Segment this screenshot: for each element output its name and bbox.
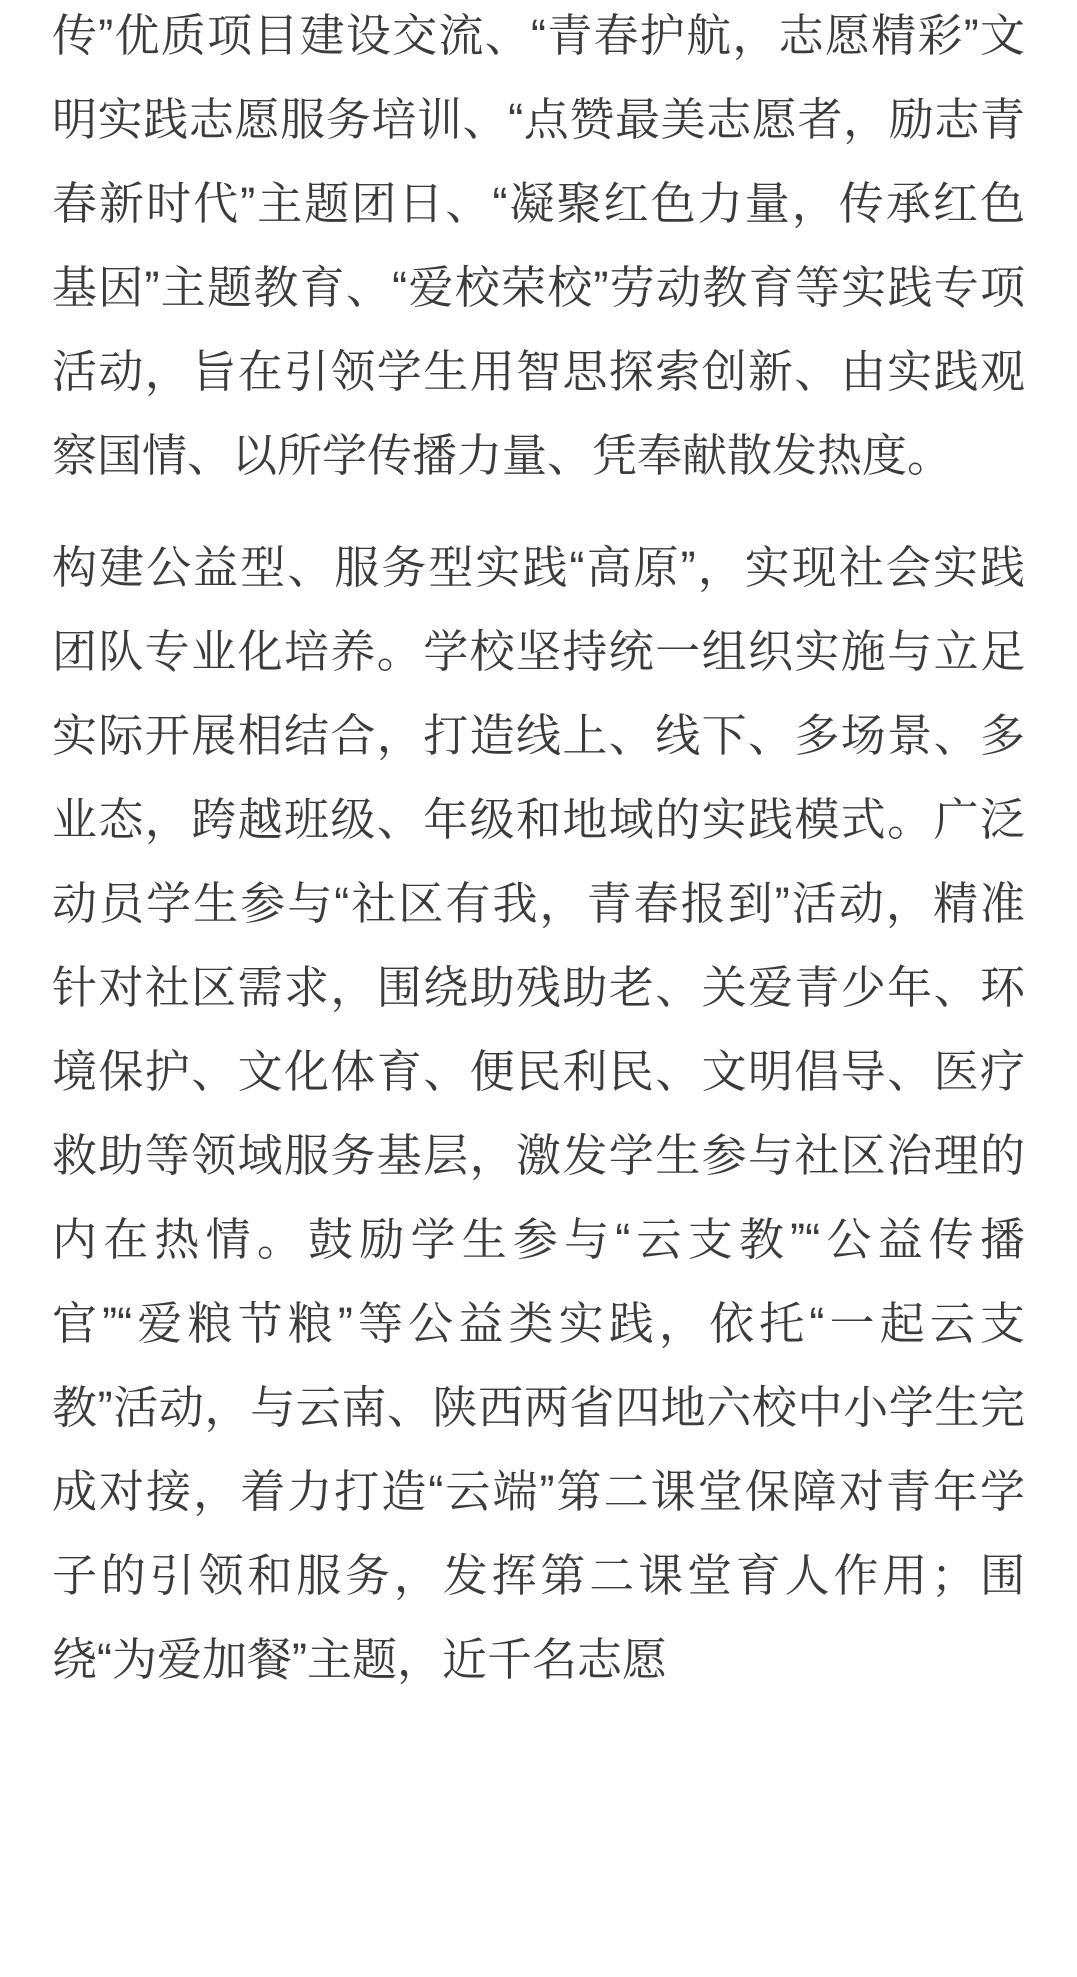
article-body <box>52 0 1025 1702</box>
article-paragraph: 构建公益型、服务型实践“高原”，实现社会实践团队专业化培养。学校坚持统一组织实施与立足实际开展相结合，打造线上、线下、多场景、多业态，跨越班级、年级和地域的实践模式。广泛动员学生参与“社区有我，青春报到”活动，精准针对社区需求，围绕助残助老、关爱青少年、环境保护、文化体育、便民利民、文明倡导、医疗救助等领域服务基层，激发学生参与社区治理的内在热情。鼓励学生参与“云支教”“公益传播官”“爱粮节粮”等公益类实践，依托“一起云支教”活动，与云南、陕西两省四地六校中小学生完成对接，着力打造“云端”第二课堂保障对青年学子的引领和服务，发挥第二课堂育人作用；围绕“为爱加餐”主题，近千名志愿 <box>52 542 1025 1685</box>
article-paragraph: 传”优质项目建设交流、“青春护航，志愿精彩”文明实践志愿服务培训、“点赞最美志愿者，励志青春新时代”主题团日、“凝聚红色力量，传承红色基因”主题教育、“爱校荣校”劳动教育等实践专项活动，旨在引领学生用智思探索创新、由实践观察国情、以所学传播力量、凭奉献散发热度。 <box>52 10 1025 481</box>
